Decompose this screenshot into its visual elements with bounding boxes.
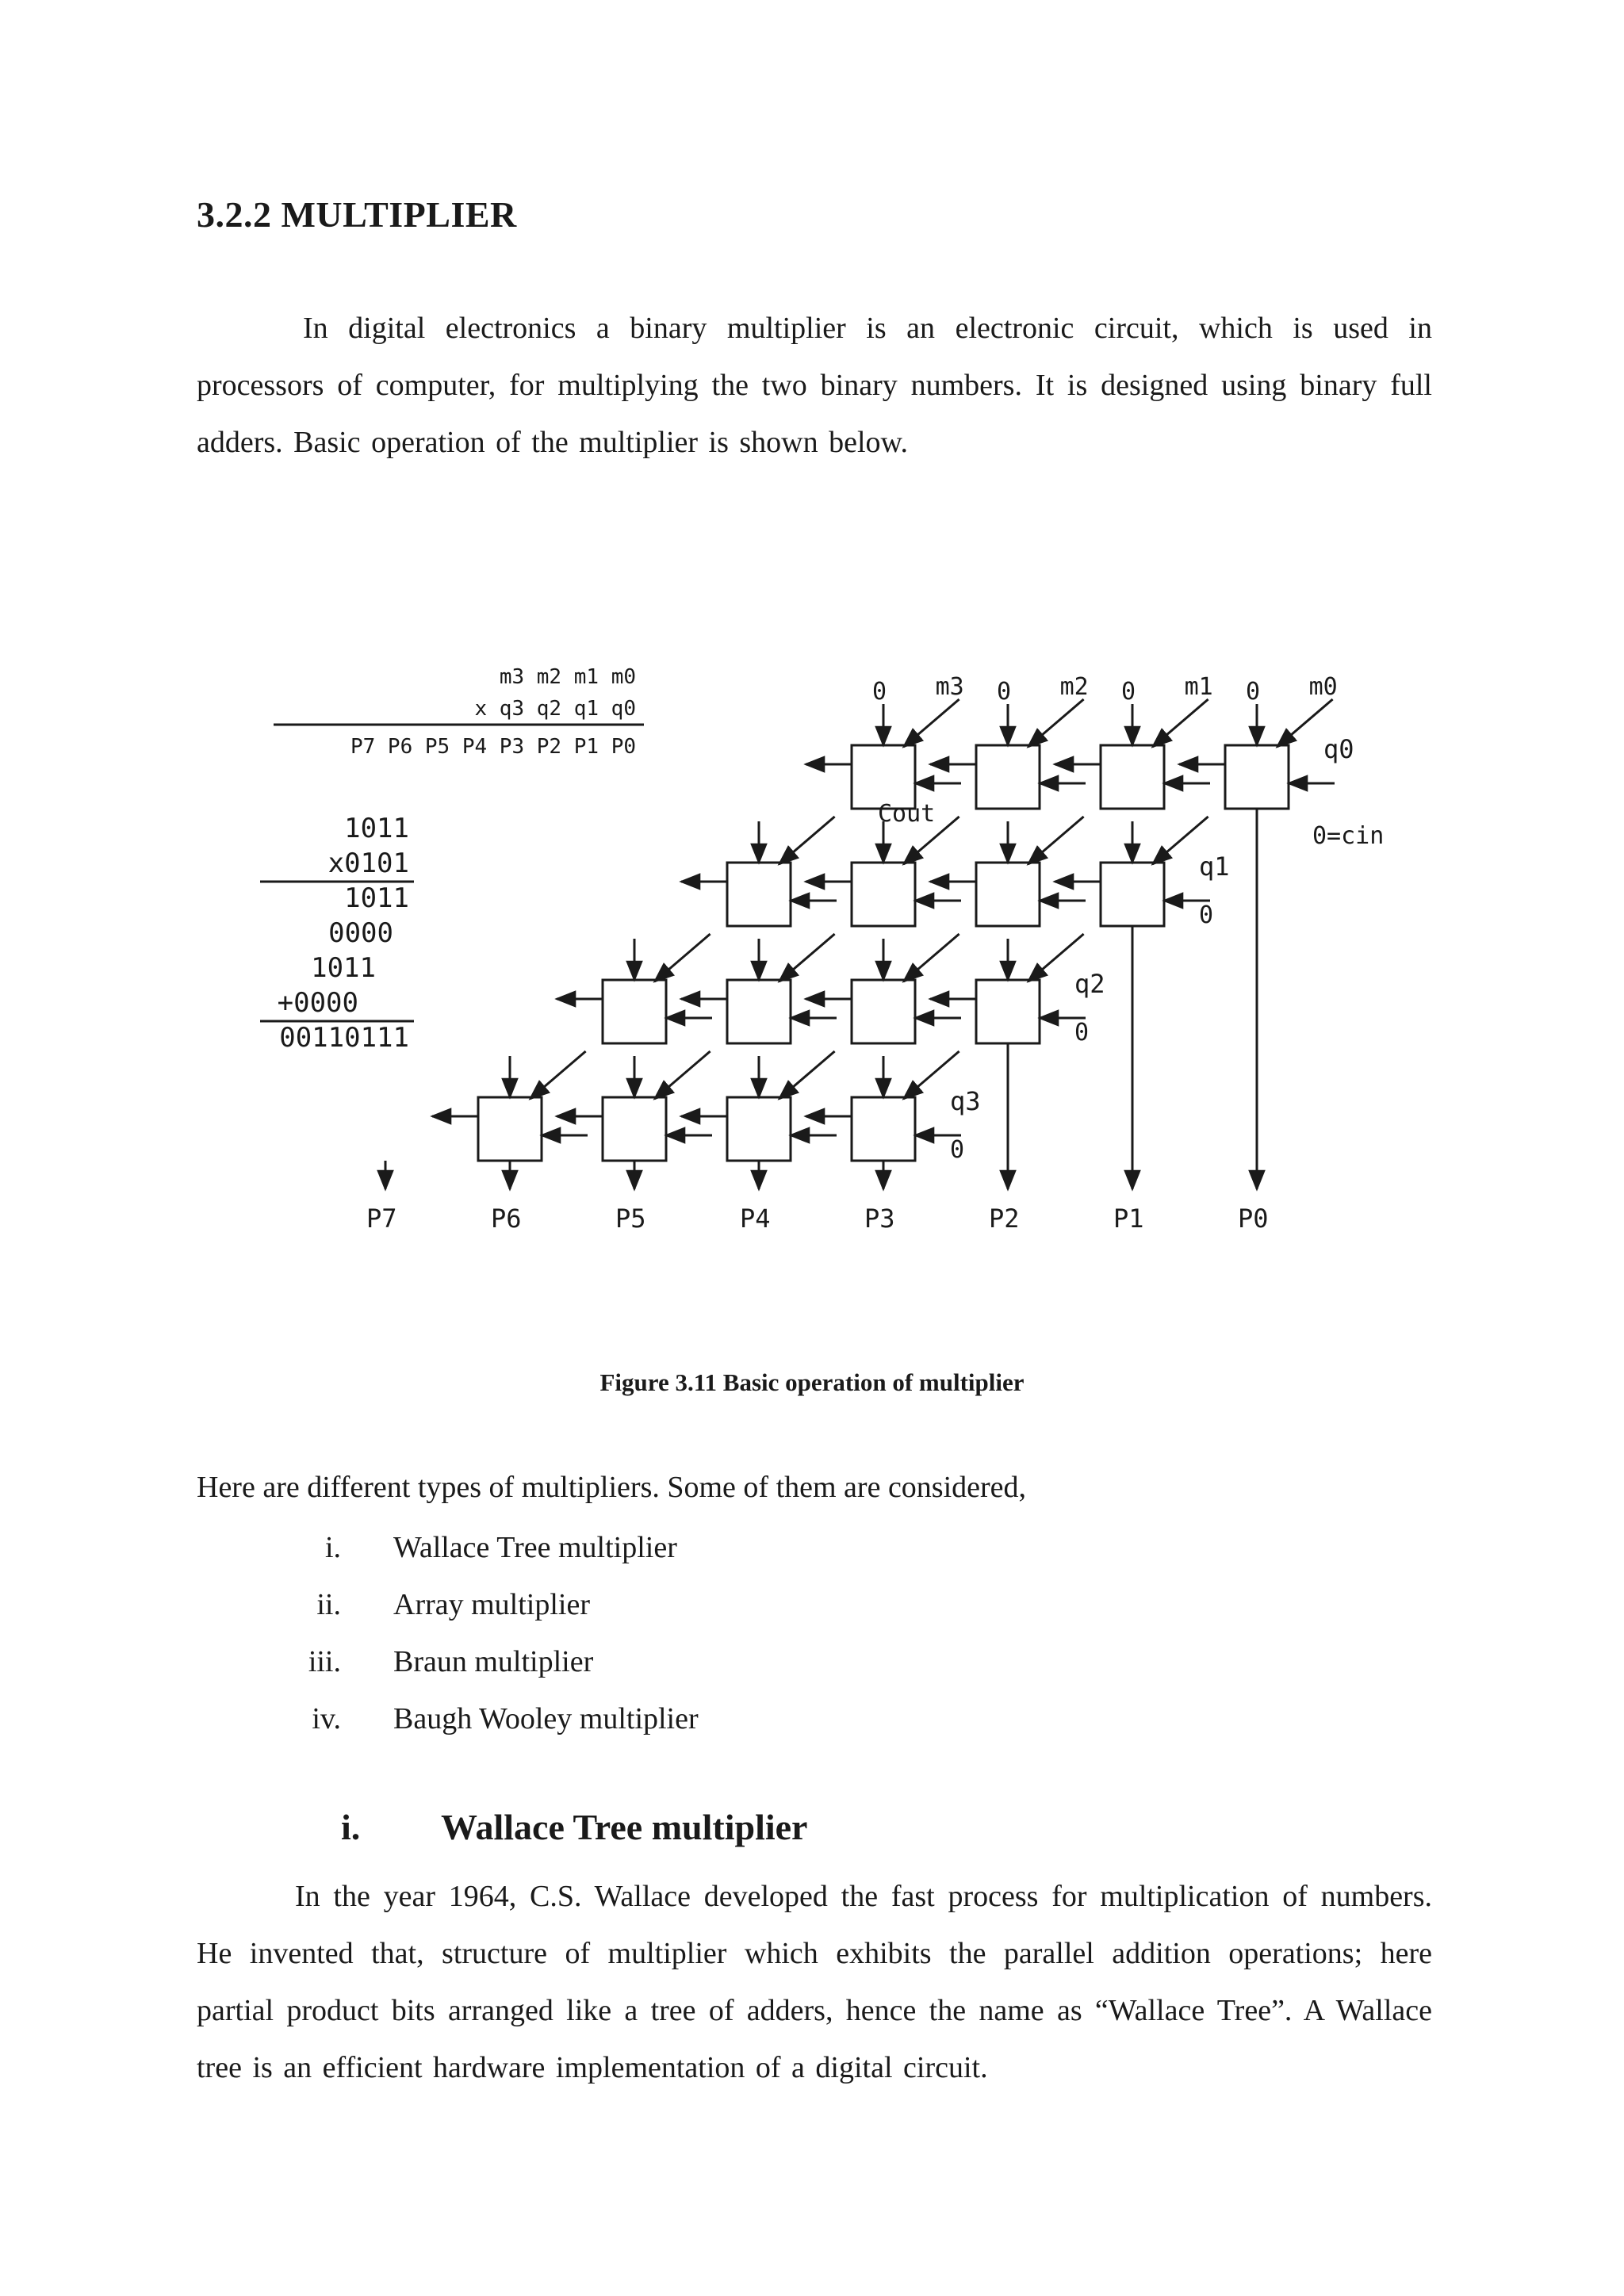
full-adder-cell (976, 980, 1040, 1043)
row-zero-label: 0 (1199, 901, 1214, 929)
full-adder-cell (603, 1097, 666, 1161)
full-adder-cell (1225, 745, 1289, 809)
full-adder-cell (1101, 863, 1164, 926)
q-input-label: q1 (1199, 851, 1230, 882)
full-adder-cell (603, 980, 666, 1043)
example-line-7: 00110111 (279, 1022, 409, 1054)
zero-input-label: 0 (997, 678, 1012, 706)
row-zero-label: 0 (950, 1136, 965, 1164)
section-heading: 3.2.2 MULTIPLIER (197, 194, 517, 235)
wallace-paragraph (197, 1868, 1432, 2096)
types-intro: Here are different types of multipliers. Some of them are considered, (197, 1471, 1027, 1504)
m-input-arrow (1028, 699, 1084, 747)
cout-label: Cout (878, 800, 936, 828)
q-input-label: q2 (1074, 969, 1105, 999)
m-input-arrow (904, 699, 959, 747)
list-item (197, 1530, 990, 1587)
zero-input-label: 0 (872, 678, 887, 706)
example-line-5: 1011 (311, 952, 376, 984)
product-output-label: P5 (615, 1203, 646, 1234)
m-input-label: m0 (1308, 673, 1338, 701)
example-line-1: 1011 (344, 813, 409, 844)
m-input-arrow (1153, 699, 1208, 747)
full-adder-cell (478, 1097, 542, 1161)
multiplier-diagram (238, 642, 1427, 1276)
full-adder-cell (976, 863, 1040, 926)
q-input-label: q0 (1323, 734, 1354, 764)
full-adder-cell (852, 1097, 915, 1161)
product-output-label: P4 (740, 1203, 771, 1234)
m-input-arrow (779, 934, 835, 982)
list-item (197, 1701, 990, 1758)
multiplicand-row: m3 m2 m1 m0 (499, 665, 636, 689)
cin-label: 0=cin (1312, 822, 1385, 850)
product-row: P7 P6 P5 P4 P3 P2 P1 P0 (350, 735, 636, 759)
full-adder-cell (852, 745, 915, 809)
product-output-label: P1 (1113, 1203, 1144, 1234)
example-line-3: 1011 (344, 882, 409, 914)
multiplier-row: x q3 q2 q1 q0 (474, 697, 636, 721)
intro-paragraph (197, 300, 1432, 471)
wallace-heading-title: Wallace Tree multiplier (441, 1807, 808, 1847)
m-input-arrow (530, 1051, 586, 1099)
zero-input-label: 0 (1246, 678, 1261, 706)
example-line-2: x0101 (327, 848, 409, 879)
example-line-4: 0000 (328, 917, 393, 949)
zero-input-label: 0 (1121, 678, 1136, 706)
m-input-arrow (655, 934, 710, 982)
list-item (197, 1644, 990, 1701)
multiplier-figure (238, 642, 1427, 1276)
figure-caption: Figure 3.11 Basic operation of multiplier (599, 1368, 1025, 1396)
product-output-label: P6 (491, 1203, 522, 1234)
m-input-arrow (655, 1051, 710, 1099)
multiplication-layout (274, 665, 644, 759)
list-item-label: Braun multiplier (393, 1645, 594, 1678)
list-item (197, 1587, 990, 1644)
product-output-label: P3 (864, 1203, 895, 1234)
example-line-6: +0000 (277, 987, 358, 1019)
m-input-label: m2 (1059, 673, 1089, 701)
full-adder-cell (1101, 745, 1164, 809)
list-item-number: ii. (316, 1588, 341, 1621)
product-output-label: P7 (366, 1203, 397, 1234)
list-item-label: Baugh Wooley multiplier (393, 1702, 699, 1735)
list-item-number: iii. (308, 1645, 341, 1678)
multiplication-example (260, 813, 414, 1054)
full-adder-cell (852, 863, 915, 926)
intro-text: In digital electronics a binary multiplier is an electronic circuit, which is used in processors of computer, for multiplying the two binary numbers. It is designed using binary full adders. Basic operation of the multiplier is shown below. (197, 312, 1432, 459)
q-input-label: q3 (950, 1086, 981, 1116)
m-input-arrow (779, 817, 835, 864)
multiplier-types-list (197, 1530, 990, 1758)
wallace-heading (341, 1806, 807, 1848)
list-item-label: Wallace Tree multiplier (393, 1531, 677, 1564)
m-input-arrow (904, 934, 959, 982)
product-output-label: P2 (989, 1203, 1020, 1234)
full-adder-cell (727, 863, 791, 926)
m-input-label: m1 (1184, 673, 1213, 701)
m-input-arrow (779, 1051, 835, 1099)
m-input-label: m3 (935, 673, 964, 701)
list-item-label: Array multiplier (393, 1588, 590, 1621)
list-item-number: iv. (312, 1702, 341, 1735)
full-adder-cell (727, 1097, 791, 1161)
list-item-number: i. (324, 1531, 341, 1564)
product-output-label: P0 (1238, 1203, 1269, 1234)
wallace-heading-number: i. (341, 1807, 361, 1847)
full-adder-cell (852, 980, 915, 1043)
full-adder-cell (727, 980, 791, 1043)
wallace-text: In the year 1964, C.S. Wallace developed the fast process for multiplication of numbers. He invented that, structure of multiplier which exhibits the parallel addition operations; here partial product bits arranged like a tree of adders, hence the name as “Wallace Tree”. A Wallace tree is an efficient hardware implementation of a digital circuit. (197, 1880, 1432, 2084)
row-zero-label: 0 (1074, 1019, 1090, 1047)
m-input-arrow (1028, 817, 1084, 864)
full-adder-cell (976, 745, 1040, 809)
